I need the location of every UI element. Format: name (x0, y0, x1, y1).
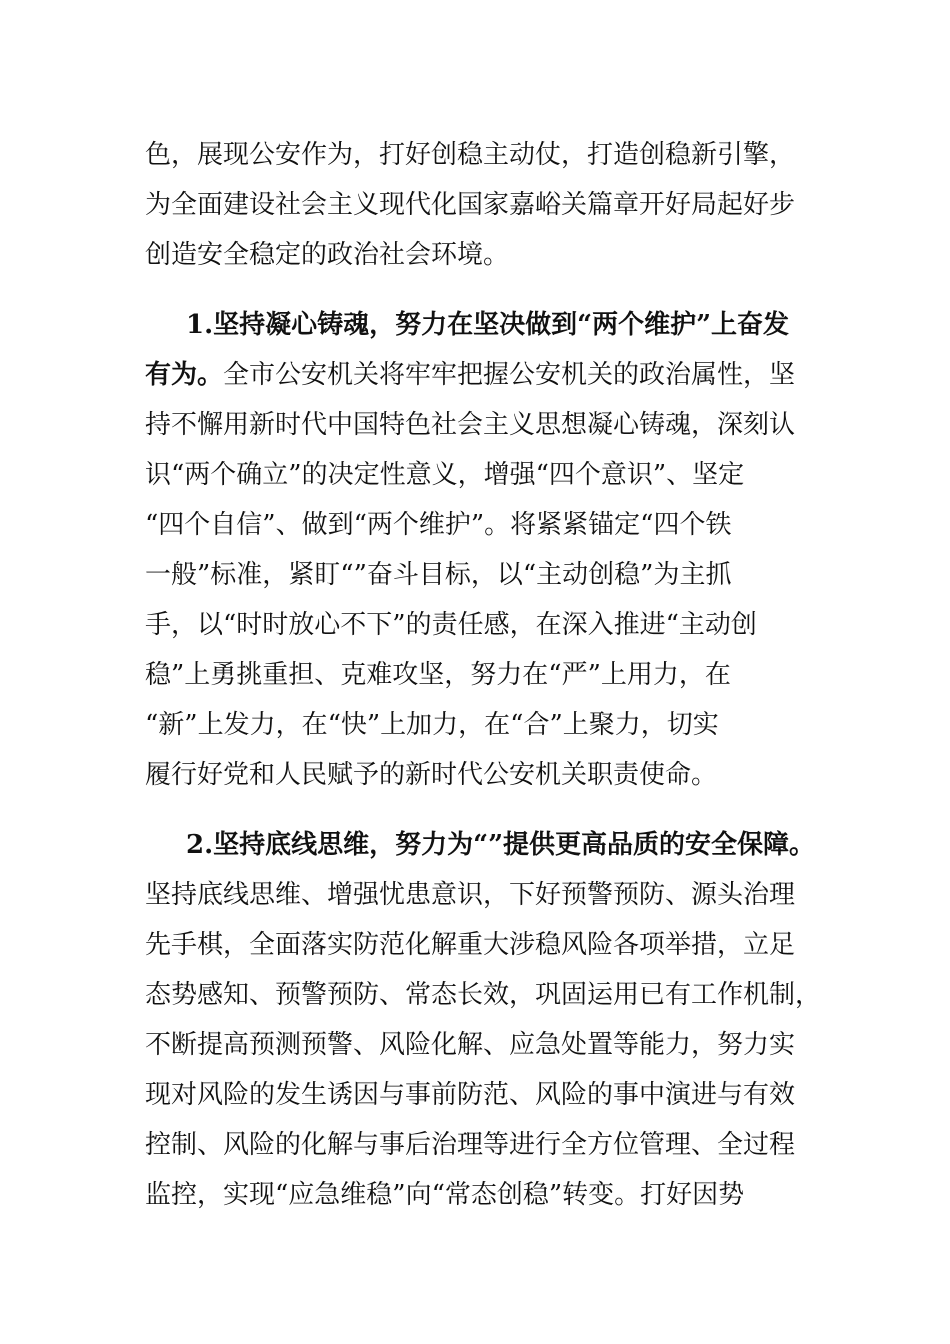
body-line: 态势感知、预警预防、常态长效，巩固运用已有工作机制， (145, 980, 822, 1010)
body-line: 色，展现公安作为，打好创稳主动仗，打造创稳新引擎， (145, 140, 796, 170)
body-line: 坚持底线思维、增强忧患意识，下好预警预防、源头治理 (145, 880, 796, 910)
document-body (145, 130, 822, 1220)
body-line: 控制、风险的化解与事后治理等进行全方位管理、全过程 (145, 1130, 796, 1160)
body-line: 识“两个确立”的决定性意义，增强“四个意识”、坚定 (145, 460, 745, 490)
body-line: 创造安全稳定的政治社会环境。 (145, 240, 510, 270)
body-line: 为全面建设社会主义现代化国家嘉峪关篇章开好局起好步 (145, 190, 796, 220)
body-line: 一般”标准，紧盯“”奋斗目标，以“主动创稳”为主抓 (145, 560, 732, 590)
section-heading-2: 2.坚持底线思维，努力为“”提供更高品质的安全保障。 (186, 830, 816, 860)
body-line: 稳”上勇挑重担、克难攻坚，努力在“严”上用力，在 (145, 660, 731, 690)
body-text: 全市公安机关将牢牢把握公安机关的政治属性，坚 (223, 360, 796, 390)
section-heading-1: 1.坚持凝心铸魂，努力在坚决做到“两个维护”上奋发 (186, 310, 790, 340)
body-line: 不断提高预测预警、风险化解、应急处置等能力，努力实 (145, 1030, 796, 1060)
body-line: 持不懈用新时代中国特色社会主义思想凝心铸魂，深刻认 (145, 410, 796, 440)
body-line: 手，以“时时放心不下”的责任感，在深入推进“主动创 (145, 610, 757, 640)
body-line: 现对风险的发生诱因与事前防范、风险的事中演进与有效 (145, 1080, 796, 1110)
body-line: 先手棋，全面落实防范化解重大涉稳风险各项举措，立足 (145, 930, 796, 960)
body-line (145, 350, 815, 400)
body-line: 履行好党和人民赋予的新时代公安机关职责使命。 (145, 760, 718, 790)
body-line: “四个自信”、做到“两个维护”。将紧紧锚定“四个铁 (145, 510, 732, 540)
body-line: “新”上发力，在“快”上加力，在“合”上聚力，切实 (145, 710, 719, 740)
body-line: 监控，实现“应急维稳”向“常态创稳”转变。打好因势 (145, 1180, 745, 1210)
section-heading-1-end: 有为。 (145, 360, 224, 390)
